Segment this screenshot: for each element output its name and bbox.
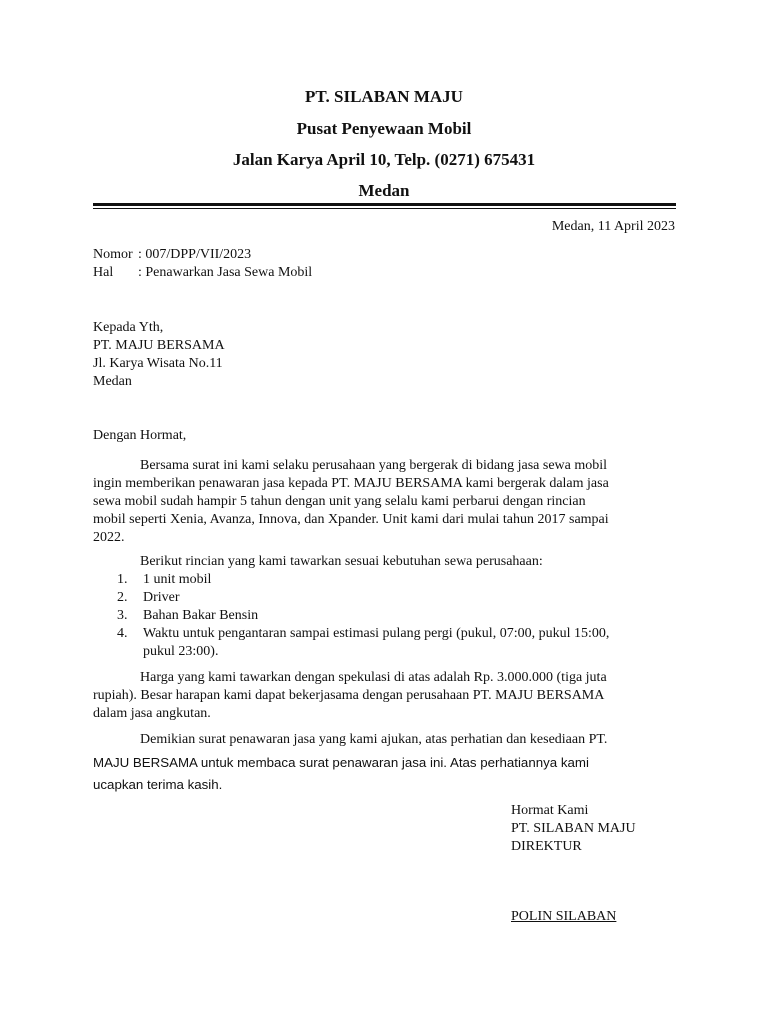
paragraph-line: sewa mobil sudah hampir 5 tahun dengan unit yang selalu kami perbarui dengan rincian xyxy=(93,494,586,509)
paragraph-line: mobil seperti Xenia, Avanza, Innova, dan Xpander. Unit kami dari mulai tahun 2017 sampai xyxy=(93,512,609,527)
letterhead-rule-thin xyxy=(93,208,676,209)
signer-name: POLIN SILABAN xyxy=(511,909,617,924)
paragraph-line: Demikian surat penawaran jasa yang kami ajukan, atas perhatian dan kesediaan PT. xyxy=(140,732,608,747)
paragraph-line: ucapkan terima kasih. xyxy=(93,777,223,792)
paragraph-line: ingin memberikan penawaran jasa kepada PT. MAJU BERSAMA kami bergerak dalam jasa xyxy=(93,476,609,491)
nomor-value: : 007/DPP/VII/2023 xyxy=(138,247,252,262)
salutation: Dengan Hormat, xyxy=(93,428,187,443)
letter-date: Medan, 11 April 2023 xyxy=(551,219,675,234)
closing-line: Hormat Kami xyxy=(511,803,589,818)
hal-value: : Penawarkan Jasa Sewa Mobil xyxy=(138,265,313,280)
company-city: Medan xyxy=(358,181,410,200)
nomor-label: Nomor xyxy=(93,247,133,262)
list-number: 3. xyxy=(117,608,128,623)
recipient-line: Kepada Yth, xyxy=(93,320,164,335)
recipient-line: Jl. Karya Wisata No.11 xyxy=(93,356,223,371)
recipient-line: Medan xyxy=(93,374,132,389)
paragraph-line: MAJU BERSAMA untuk membaca surat penawaran jasa ini. Atas perhatiannya kami xyxy=(93,755,589,770)
paragraph-line: Bersama surat ini kami selaku perusahaan yang bergerak di bidang jasa sewa mobil xyxy=(140,458,608,473)
closing-line: PT. SILABAN MAJU xyxy=(511,821,636,836)
letterhead-rule-thick xyxy=(93,203,676,206)
list-intro: Berikut rincian yang kami tawarkan sesuai kebutuhan sewa perusahaan: xyxy=(140,554,543,569)
list-number: 4. xyxy=(117,626,128,641)
paragraph-line: Harga yang kami tawarkan dengan spekulasi di atas adalah Rp. 3.000.000 (tiga juta xyxy=(140,670,607,685)
paragraph-line: rupiah). Besar harapan kami dapat bekerjasama dengan perusahaan PT. MAJU BERSAMA xyxy=(93,688,605,703)
list-number: 1. xyxy=(117,572,128,587)
paragraph-line: dalam jasa angkutan. xyxy=(93,706,211,721)
paragraph-line: 2022. xyxy=(93,530,125,545)
recipient-line: PT. MAJU BERSAMA xyxy=(93,338,225,353)
list-text: Bahan Bakar Bensin xyxy=(143,608,259,623)
company-name: PT. SILABAN MAJU xyxy=(305,87,463,106)
closing-line: DIREKTUR xyxy=(511,839,582,854)
company-address: Jalan Karya April 10, Telp. (0271) 675431 xyxy=(232,150,536,169)
list-text: 1 unit mobil xyxy=(143,572,212,587)
list-text: Driver xyxy=(143,590,180,605)
list-text-continuation: pukul 23:00). xyxy=(143,644,219,659)
company-subtitle: Pusat Penyewaan Mobil xyxy=(296,119,472,138)
hal-label: Hal xyxy=(93,265,114,280)
list-text: Waktu untuk pengantaran sampai estimasi pulang pergi (pukul, 07:00, pukul 15:00, xyxy=(143,626,610,641)
list-number: 2. xyxy=(117,590,128,605)
